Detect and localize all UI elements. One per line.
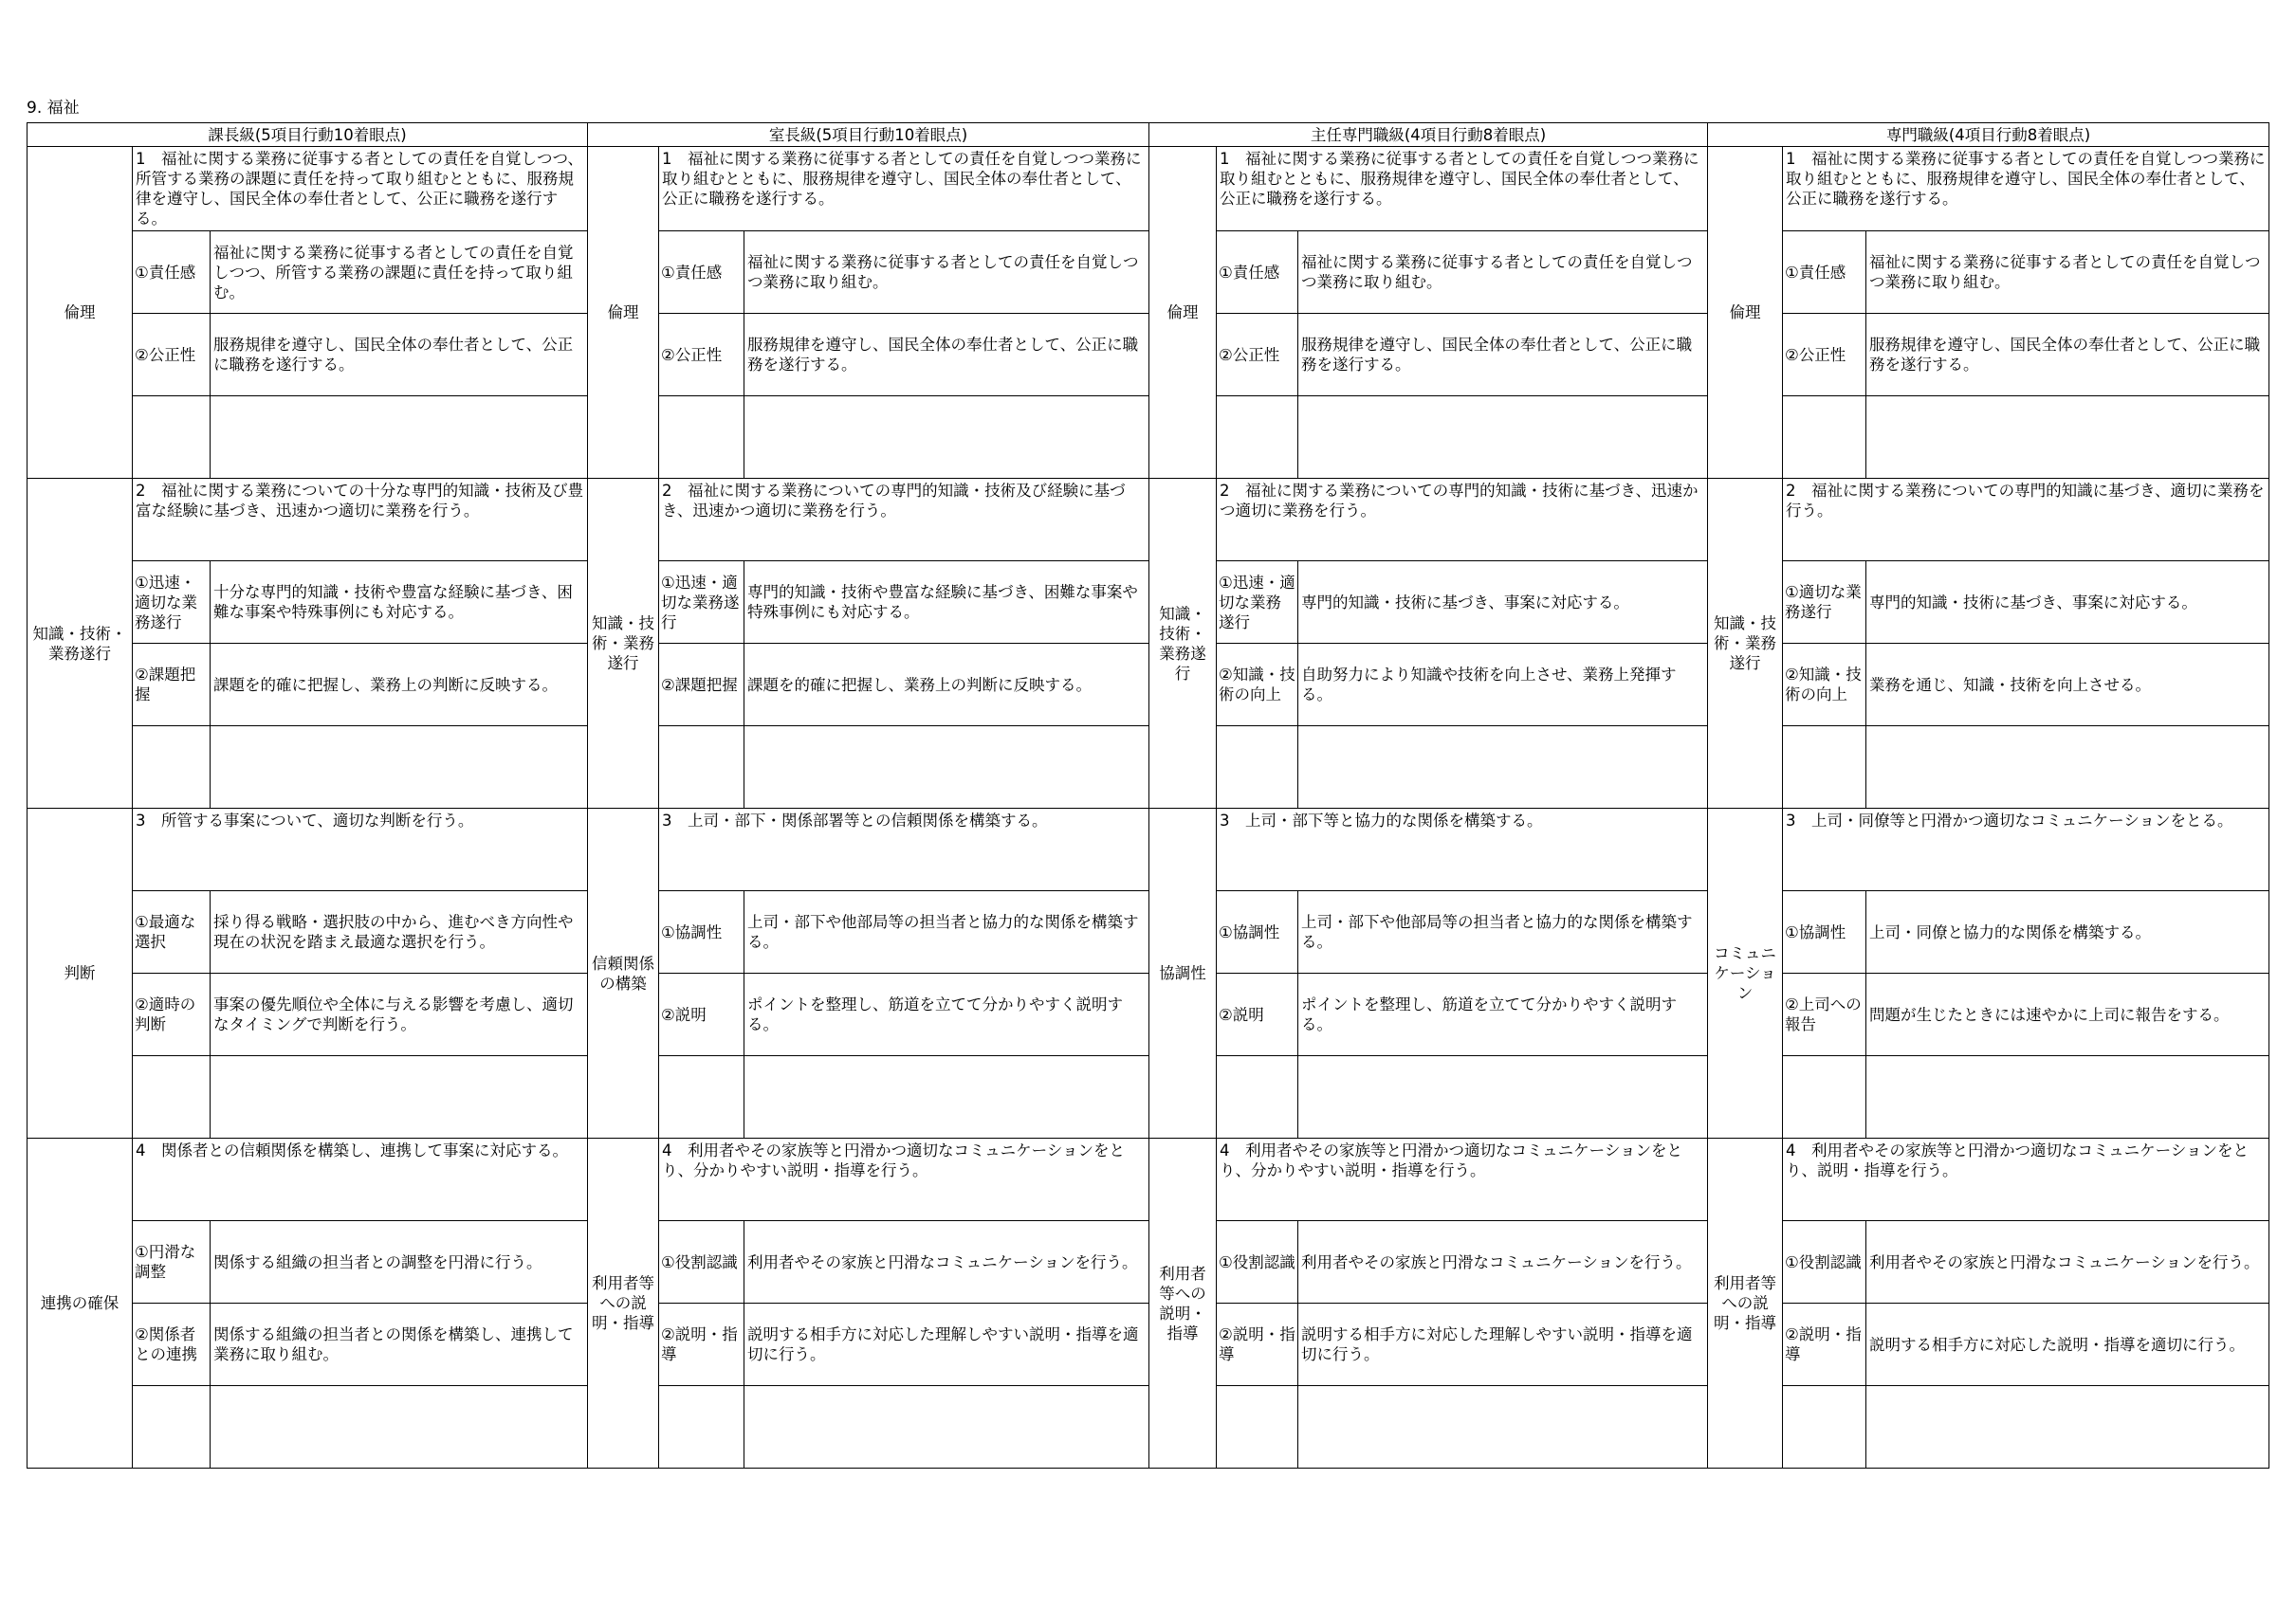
blank-cell <box>133 1386 211 1469</box>
blank-cell <box>744 726 1149 809</box>
category-label: 知識・技術・業務遂行 <box>28 479 133 809</box>
section-summary: 4 利用者やその家族等と円滑かつ適切なコミュニケーションをとり、説明・指導を行う。 <box>1783 1139 2269 1221</box>
blank-cell <box>1866 396 2269 479</box>
blank-cell <box>1783 396 1866 479</box>
focus-point-description: 上司・部下や他部局等の担当者と協力的な関係を構築する。 <box>1298 891 1708 974</box>
blank-cell <box>1783 1386 1866 1469</box>
blank-cell <box>1217 396 1298 479</box>
section-item-row <box>28 1304 2269 1386</box>
focus-point-label: ①協調性 <box>1217 891 1298 974</box>
blank-cell <box>1298 726 1708 809</box>
focus-point-label: ②説明 <box>659 974 744 1056</box>
focus-point-description: 福祉に関する業務に従事する者としての責任を自覚しつつ業務に取り組む。 <box>1866 231 2269 314</box>
category-label: 知識・技術・業務遂行 <box>1149 479 1217 809</box>
blank-cell <box>1217 1386 1298 1469</box>
focus-point-label: ①迅速・適切な業務遂行 <box>1217 561 1298 644</box>
focus-point-description: 利用者やその家族と円滑なコミュニケーションを行う。 <box>1866 1221 2269 1304</box>
section-summary-row <box>28 147 2269 231</box>
section-summary-row <box>28 479 2269 561</box>
focus-point-description: 課題を的確に把握し、業務上の判断に反映する。 <box>211 644 588 726</box>
section-item-row <box>28 891 2269 974</box>
focus-point-description: ポイントを整理し、筋道を立てて分かりやすく説明する。 <box>744 974 1149 1056</box>
blank-cell <box>659 1056 744 1139</box>
focus-point-description: 自助努力により知識や技術を向上させ、業務上発揮する。 <box>1298 644 1708 726</box>
focus-point-description: 服務規律を遵守し、国民全体の奉仕者として、公正に職務を遂行する。 <box>211 314 588 396</box>
focus-point-description: 事案の優先順位や全体に与える影響を考慮し、適切なタイミングで判断を行う。 <box>211 974 588 1056</box>
focus-point-label: ①責任感 <box>1783 231 1866 314</box>
category-label: 倫理 <box>28 147 133 479</box>
section-blank-row <box>28 1386 2269 1469</box>
focus-point-label: ①責任感 <box>659 231 744 314</box>
focus-point-description: 利用者やその家族と円滑なコミュニケーションを行う。 <box>1298 1221 1708 1304</box>
column-header: 主任専門職級(4項目行動8着眼点) <box>1149 123 1708 147</box>
focus-point-description: 説明する相手方に対応した理解しやすい説明・指導を適切に行う。 <box>1298 1304 1708 1386</box>
blank-cell <box>744 1386 1149 1469</box>
section-summary: 1 福祉に関する業務に従事する者としての責任を自覚しつつ業務に取り組むとともに、服務規律を遵守し、国民全体の奉仕者として、公正に職務を遂行する。 <box>659 147 1149 231</box>
blank-cell <box>1217 1056 1298 1139</box>
category-label: 利用者等への説明・指導 <box>1149 1139 1217 1469</box>
blank-cell <box>659 726 744 809</box>
section-summary: 4 利用者やその家族等と円滑かつ適切なコミュニケーションをとり、分かりやすい説明・指導を行う。 <box>659 1139 1149 1221</box>
focus-point-description: 上司・同僚と協力的な関係を構築する。 <box>1866 891 2269 974</box>
focus-point-description: 課題を的確に把握し、業務上の判断に反映する。 <box>744 644 1149 726</box>
evaluation-table <box>27 122 2269 1469</box>
focus-point-description: 関係する組織の担当者との関係を構築し、連携して業務に取り組む。 <box>211 1304 588 1386</box>
focus-point-label: ②上司への報告 <box>1783 974 1866 1056</box>
category-label: 倫理 <box>1149 147 1217 479</box>
focus-point-description: 業務を通じ、知識・技術を向上させる。 <box>1866 644 2269 726</box>
focus-point-description: 服務規律を遵守し、国民全体の奉仕者として、公正に職務を遂行する。 <box>744 314 1149 396</box>
section-summary: 2 福祉に関する業務についての専門的知識・技術及び経験に基づき、迅速かつ適切に業務を行う。 <box>659 479 1149 561</box>
category-label: 知識・技術・業務遂行 <box>1708 479 1783 809</box>
focus-point-description: 専門的知識・技術に基づき、事案に対応する。 <box>1298 561 1708 644</box>
blank-cell <box>1866 1056 2269 1139</box>
focus-point-label: ②適時の判断 <box>133 974 211 1056</box>
column-header: 専門職級(4項目行動8着眼点) <box>1708 123 2269 147</box>
focus-point-label: ②公正性 <box>133 314 211 396</box>
focus-point-label: ②知識・技術の向上 <box>1783 644 1866 726</box>
section-item-row <box>28 231 2269 314</box>
blank-cell <box>659 1386 744 1469</box>
focus-point-label: ①適切な業務遂行 <box>1783 561 1866 644</box>
focus-point-label: ①最適な選択 <box>133 891 211 974</box>
focus-point-label: ①責任感 <box>1217 231 1298 314</box>
blank-cell <box>1298 396 1708 479</box>
category-label: 協調性 <box>1149 809 1217 1139</box>
section-blank-row <box>28 1056 2269 1139</box>
section-summary: 1 福祉に関する業務に従事する者としての責任を自覚しつつ、所管する業務の課題に責任を持って取り組むとともに、服務規律を遵守し、国民全体の奉仕者として、公正に職務を遂行する。 <box>133 147 588 231</box>
focus-point-description: 福祉に関する業務に従事する者としての責任を自覚しつつ業務に取り組む。 <box>1298 231 1708 314</box>
section-blank-row <box>28 396 2269 479</box>
blank-cell <box>1783 726 1866 809</box>
section-item-row <box>28 1221 2269 1304</box>
blank-cell <box>133 726 211 809</box>
section-summary: 3 上司・同僚等と円滑かつ適切なコミュニケーションをとる。 <box>1783 809 2269 891</box>
focus-point-label: ②説明 <box>1217 974 1298 1056</box>
blank-cell <box>1298 1386 1708 1469</box>
blank-cell <box>659 396 744 479</box>
focus-point-label: ②知識・技術の向上 <box>1217 644 1298 726</box>
blank-cell <box>211 1386 588 1469</box>
blank-cell <box>1298 1056 1708 1139</box>
focus-point-label: ①役割認識 <box>1217 1221 1298 1304</box>
focus-point-label: ①迅速・適切な業務遂行 <box>659 561 744 644</box>
focus-point-description: 説明する相手方に対応した説明・指導を適切に行う。 <box>1866 1304 2269 1386</box>
focus-point-description: 福祉に関する業務に従事する者としての責任を自覚しつつ業務に取り組む。 <box>744 231 1149 314</box>
page-title: 9. 福祉 <box>27 99 80 118</box>
category-label: コミュニケーション <box>1708 809 1783 1139</box>
section-summary: 2 福祉に関する業務についての専門的知識に基づき、適切に業務を行う。 <box>1783 479 2269 561</box>
focus-point-label: ②説明・指導 <box>1783 1304 1866 1386</box>
focus-point-label: ②公正性 <box>1217 314 1298 396</box>
blank-cell <box>744 396 1149 479</box>
blank-cell <box>133 396 211 479</box>
focus-point-description: 福祉に関する業務に従事する者としての責任を自覚しつつ、所管する業務の課題に責任を持って取り組む。 <box>211 231 588 314</box>
focus-point-description: 利用者やその家族と円滑なコミュニケーションを行う。 <box>744 1221 1149 1304</box>
column-header: 課長級(5項目行動10着眼点) <box>28 123 588 147</box>
focus-point-description: 服務規律を遵守し、国民全体の奉仕者として、公正に職務を遂行する。 <box>1866 314 2269 396</box>
focus-point-label: ②課題把握 <box>133 644 211 726</box>
focus-point-label: ②説明・指導 <box>1217 1304 1298 1386</box>
section-item-row <box>28 314 2269 396</box>
focus-point-description: 服務規律を遵守し、国民全体の奉仕者として、公正に職務を遂行する。 <box>1298 314 1708 396</box>
focus-point-label: ②説明・指導 <box>659 1304 744 1386</box>
category-label: 利用者等への説明・指導 <box>1708 1139 1783 1469</box>
focus-point-label: ①迅速・適切な業務遂行 <box>133 561 211 644</box>
section-summary: 4 利用者やその家族等と円滑かつ適切なコミュニケーションをとり、分かりやすい説明・指導を行う。 <box>1217 1139 1708 1221</box>
focus-point-description: 問題が生じたときには速やかに上司に報告をする。 <box>1866 974 2269 1056</box>
column-header: 室長級(5項目行動10着眼点) <box>588 123 1149 147</box>
section-summary: 2 福祉に関する業務についての十分な専門的知識・技術及び豊富な経験に基づき、迅速かつ適切に業務を行う。 <box>133 479 588 561</box>
section-summary: 3 上司・部下・関係部署等との信頼関係を構築する。 <box>659 809 1149 891</box>
focus-point-label: ①役割認識 <box>659 1221 744 1304</box>
blank-cell <box>211 396 588 479</box>
category-label: 知識・技術・業務遂行 <box>588 479 659 809</box>
focus-point-label: ①協調性 <box>1783 891 1866 974</box>
focus-point-description: 説明する相手方に対応した理解しやすい説明・指導を適切に行う。 <box>744 1304 1149 1386</box>
section-summary: 3 上司・部下等と協力的な関係を構築する。 <box>1217 809 1708 891</box>
focus-point-label: ②公正性 <box>659 314 744 396</box>
blank-cell <box>744 1056 1149 1139</box>
focus-point-description: 十分な専門的知識・技術や豊富な経験に基づき、困難な事案や特殊事例にも対応する。 <box>211 561 588 644</box>
section-summary: 1 福祉に関する業務に従事する者としての責任を自覚しつつ業務に取り組むとともに、服務規律を遵守し、国民全体の奉仕者として、公正に職務を遂行する。 <box>1783 147 2269 231</box>
category-label: 判断 <box>28 809 133 1139</box>
focus-point-description: 専門的知識・技術や豊富な経験に基づき、困難な事案や特殊事例にも対応する。 <box>744 561 1149 644</box>
section-summary: 1 福祉に関する業務に従事する者としての責任を自覚しつつ業務に取り組むとともに、服務規律を遵守し、国民全体の奉仕者として、公正に職務を遂行する。 <box>1217 147 1708 231</box>
category-label: 倫理 <box>1708 147 1783 479</box>
focus-point-label: ①円滑な調整 <box>133 1221 211 1304</box>
blank-cell <box>1217 726 1298 809</box>
focus-point-label: ②関係者との連携 <box>133 1304 211 1386</box>
focus-point-label: ①責任感 <box>133 231 211 314</box>
section-summary: 4 関係者との信頼関係を構築し、連携して事案に対応する。 <box>133 1139 588 1221</box>
focus-point-label: ①協調性 <box>659 891 744 974</box>
category-label: 信頼関係の構築 <box>588 809 659 1139</box>
section-summary-row <box>28 1139 2269 1221</box>
blank-cell <box>1866 1386 2269 1469</box>
section-blank-row <box>28 726 2269 809</box>
focus-point-description: 関係する組織の担当者との調整を円滑に行う。 <box>211 1221 588 1304</box>
focus-point-label: ②公正性 <box>1783 314 1866 396</box>
section-item-row <box>28 561 2269 644</box>
blank-cell <box>211 726 588 809</box>
focus-point-description: 採り得る戦略・選択肢の中から、進むべき方向性や現在の状況を踏まえ最適な選択を行う。 <box>211 891 588 974</box>
section-summary-row <box>28 809 2269 891</box>
blank-cell <box>133 1056 211 1139</box>
blank-cell <box>211 1056 588 1139</box>
focus-point-label: ②課題把握 <box>659 644 744 726</box>
category-label: 倫理 <box>588 147 659 479</box>
focus-point-description: 上司・部下や他部局等の担当者と協力的な関係を構築する。 <box>744 891 1149 974</box>
category-label: 利用者等への説明・指導 <box>588 1139 659 1469</box>
blank-cell <box>1866 726 2269 809</box>
blank-cell <box>1783 1056 1866 1139</box>
focus-point-label: ①役割認識 <box>1783 1221 1866 1304</box>
section-summary: 2 福祉に関する業務についての専門的知識・技術に基づき、迅速かつ適切に業務を行う。 <box>1217 479 1708 561</box>
category-label: 連携の確保 <box>28 1139 133 1469</box>
focus-point-description: ポイントを整理し、筋道を立てて分かりやすく説明する。 <box>1298 974 1708 1056</box>
section-item-row <box>28 644 2269 726</box>
header-row <box>28 123 2269 147</box>
section-item-row <box>28 974 2269 1056</box>
section-summary: 3 所管する事案について、適切な判断を行う。 <box>133 809 588 891</box>
focus-point-description: 専門的知識・技術に基づき、事案に対応する。 <box>1866 561 2269 644</box>
